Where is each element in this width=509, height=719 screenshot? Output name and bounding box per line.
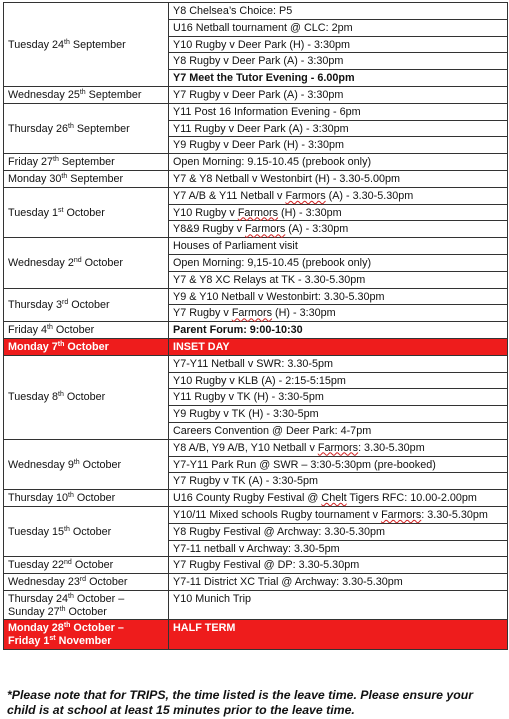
event-cell: Y7-11 District XC Trial @ Archway: 3.30-5.30pm xyxy=(169,574,508,591)
event-cell: Y7-Y11 Netball v SWR: 3.30-5pm xyxy=(169,355,508,372)
spellcheck-flag: Farmors xyxy=(317,441,359,454)
date-ordinal-suffix: st xyxy=(58,206,64,214)
date-month: October – xyxy=(70,622,124,635)
date-ordinal-suffix: th xyxy=(64,525,70,533)
date-ordinal-suffix: th xyxy=(68,122,74,130)
event-cell: Y7 & Y8 XC Relays at TK - 3.30-5.30pm xyxy=(169,271,508,288)
spellcheck-flag: Chelt xyxy=(321,492,347,505)
event-cell: Y11 Post 16 Information Evening - 6pm xyxy=(169,103,508,120)
date-main: Tuesday 22 xyxy=(8,559,65,572)
calendar-row xyxy=(4,590,508,620)
calendar-row xyxy=(4,338,508,355)
date-line xyxy=(8,459,165,472)
date-main: Thursday 26 xyxy=(8,122,69,135)
date-cell xyxy=(4,590,169,620)
date-main: Monday 30 xyxy=(8,172,62,185)
event-cell: Y8 Rugby v Deer Park (A) - 3:30pm xyxy=(169,53,508,70)
event-cell: Y9 & Y10 Netball v Westonbirt: 3.30-5.30pm xyxy=(169,288,508,305)
event-cell: Y7-Y11 Park Run @ SWR – 3:30-5:30pm (pre-booked) xyxy=(169,456,508,473)
events-table xyxy=(3,2,508,650)
event-cell: Y11 Rugby v Deer Park (A) - 3:30pm xyxy=(169,120,508,137)
date-ordinal-suffix: rd xyxy=(62,298,69,306)
spellcheck-flag: Farmors xyxy=(381,508,422,521)
date-main: Thursday 10 xyxy=(8,492,69,505)
date-month: October xyxy=(69,525,112,538)
date-main: Monday 7 xyxy=(8,340,58,353)
date-ordinal-suffix: th xyxy=(63,622,71,630)
date-month: October – xyxy=(73,592,125,605)
date-month: October xyxy=(86,576,128,589)
events-table-body xyxy=(4,3,508,650)
date-main: Thursday 24 xyxy=(8,592,69,605)
date-cell xyxy=(4,574,169,591)
date-month: October xyxy=(81,256,124,269)
date-ordinal-suffix: st xyxy=(49,635,56,643)
event-cell: Y7 Meet the Tutor Evening - 6.00pm xyxy=(169,70,508,87)
date-cell xyxy=(4,439,169,489)
calendar-row xyxy=(4,506,508,523)
event-cell: Y11 Rugby v TK (H) - 3:30-5pm xyxy=(169,389,508,406)
date-ordinal-suffix: th xyxy=(73,458,80,466)
date-line xyxy=(8,257,165,270)
date-cell xyxy=(4,238,169,288)
event-cell: Y10 Rugby v KLB (A) - 2:15-5:15pm xyxy=(169,372,508,389)
date-ordinal-suffix: th xyxy=(79,88,86,96)
event-cell: Y7 A/B & Y11 Netball v Farmors (A) - 3.30-5.30pm xyxy=(169,187,508,204)
event-cell: Y10/11 Mixed schools Rugby tournament v Farmors: 3.30-5.30pm xyxy=(169,506,508,523)
date-line xyxy=(8,299,165,312)
date-ordinal-suffix: rd xyxy=(79,576,87,584)
event-cell: Open Morning: 9.15-10.45 (prebook only) xyxy=(169,154,508,171)
date-line xyxy=(8,391,165,404)
event-cell: Y7-11 netball v Archway: 3.30-5pm xyxy=(169,540,508,557)
event-cell: Y8 Chelsea’s Choice: P5 xyxy=(169,3,508,20)
date-ordinal-suffix: th xyxy=(64,38,70,46)
trip-note-line-1: *Please note that for TRIPS, the time listed is the leave time. Please ensure your xyxy=(7,688,474,702)
calendar-row xyxy=(4,103,508,120)
calendar-row xyxy=(4,288,508,305)
calendar-row xyxy=(4,170,508,187)
date-ordinal-suffix: th xyxy=(61,172,68,180)
date-cell xyxy=(4,506,169,556)
date-line xyxy=(8,173,165,186)
date-line xyxy=(8,606,165,619)
date-ordinal-suffix: th xyxy=(47,324,53,332)
date-main: Friday 4 xyxy=(8,324,48,337)
date-cell xyxy=(4,154,169,171)
date-cell xyxy=(4,86,169,103)
date-cell xyxy=(4,557,169,574)
date-cell xyxy=(4,170,169,187)
date-month: September xyxy=(58,156,115,169)
date-line xyxy=(8,324,165,337)
date-month: September xyxy=(73,122,130,135)
event-cell: Y7 Rugby v Farmors (H) - 3:30pm xyxy=(169,305,508,322)
date-month: October xyxy=(73,492,116,505)
date-cell xyxy=(4,322,169,339)
date-month: October xyxy=(63,391,106,404)
event-cell: U16 Netball tournament @ CLC: 2pm xyxy=(169,19,508,36)
calendar-row xyxy=(4,187,508,204)
event-cell: Y9 Rugby v Deer Park (H) - 3:30pm xyxy=(169,137,508,154)
date-cell xyxy=(4,3,169,87)
date-month: September xyxy=(69,38,126,51)
event-cell: Open Morning: 9,15-10.45 (prebook only) xyxy=(169,254,508,271)
date-line xyxy=(8,156,165,169)
date-ordinal-suffix: th xyxy=(53,156,59,164)
date-line xyxy=(8,559,165,572)
date-main: Tuesday 1 xyxy=(8,206,59,219)
date-line xyxy=(8,207,165,220)
spellcheck-flag: Farmors xyxy=(237,206,279,219)
event-cell: Y10 Rugby v Deer Park (H) - 3:30pm xyxy=(169,36,508,53)
event-cell: Y7 Rugby Festival @ DP: 3.30-5.30pm xyxy=(169,557,508,574)
date-month: October xyxy=(52,324,95,337)
date-ordinal-suffix: nd xyxy=(73,256,82,264)
event-cell: Parent Forum: 9:00-10:30 xyxy=(169,322,508,339)
date-line xyxy=(8,593,165,606)
date-line xyxy=(8,39,165,52)
date-month: September xyxy=(67,172,124,185)
date-main: Monday 28 xyxy=(8,622,64,635)
date-main: Tuesday 15 xyxy=(8,525,65,538)
date-line xyxy=(8,622,165,635)
calendar-row xyxy=(4,355,508,372)
date-month: October xyxy=(64,340,109,353)
date-month: October xyxy=(63,206,105,219)
calendar-row xyxy=(4,238,508,255)
date-cell xyxy=(4,187,169,237)
event-cell: Y7 Rugby v TK (A) - 3:30-5pm xyxy=(169,473,508,490)
trip-time-note xyxy=(7,688,505,718)
calendar-row xyxy=(4,439,508,456)
event-cell: Y10 Munich Trip xyxy=(169,590,508,620)
date-line xyxy=(8,526,165,539)
date-line xyxy=(8,123,165,136)
date-main: Sunday 27 xyxy=(8,605,60,618)
date-month: November xyxy=(55,635,112,648)
date-line xyxy=(8,635,165,648)
spellcheck-flag: Farmors xyxy=(245,223,286,236)
event-cell: Y7 Rugby v Deer Park (A) - 3:30pm xyxy=(169,86,508,103)
date-cell xyxy=(4,490,169,507)
date-cell xyxy=(4,355,169,439)
date-ordinal-suffix: th xyxy=(59,605,66,613)
event-cell: Careers Convention @ Deer Park: 4-7pm xyxy=(169,422,508,439)
date-ordinal-suffix: th xyxy=(58,391,64,399)
date-line xyxy=(8,341,165,354)
date-main: Tuesday 8 xyxy=(8,391,59,404)
date-ordinal-suffix: th xyxy=(68,492,74,500)
events-calendar xyxy=(3,2,505,650)
date-main: Friday 1 xyxy=(8,635,50,648)
event-cell: Y10 Rugby v Farmors (H) - 3:30pm xyxy=(169,204,508,221)
date-main: Friday 27 xyxy=(8,156,54,169)
event-cell: Y8 Rugby Festival @ Archway: 3.30-5.30pm xyxy=(169,523,508,540)
date-line xyxy=(8,89,165,102)
date-main: Thursday 3 xyxy=(8,298,63,311)
date-month: October xyxy=(68,298,110,311)
date-month: September xyxy=(85,88,142,101)
date-main: Tuesday 24 xyxy=(8,38,65,51)
date-month: October xyxy=(71,559,114,572)
date-main: Wednesday 2 xyxy=(8,256,74,269)
date-cell xyxy=(4,338,169,355)
date-line xyxy=(8,492,165,505)
date-main: Wednesday 9 xyxy=(8,458,74,471)
date-cell xyxy=(4,103,169,153)
event-cell: INSET DAY xyxy=(169,338,508,355)
date-ordinal-suffix: nd xyxy=(64,559,72,567)
event-cell: Y9 Rugby v TK (H) - 3:30-5pm xyxy=(169,406,508,423)
event-cell: Y8 A/B, Y9 A/B, Y10 Netball v Farmors: 3.30-5.30pm xyxy=(169,439,508,456)
calendar-row xyxy=(4,3,508,20)
spellcheck-flag: Farmors xyxy=(231,307,273,320)
date-month: October xyxy=(65,605,107,618)
event-cell: U16 County Rugby Festival @ Chelt Tigers RFC: 10.00-2.00pm xyxy=(169,490,508,507)
calendar-row xyxy=(4,557,508,574)
date-month: October xyxy=(79,458,122,471)
event-cell: HALF TERM xyxy=(169,620,508,650)
calendar-row xyxy=(4,490,508,507)
date-ordinal-suffix: th xyxy=(57,340,65,348)
date-main: Wednesday 25 xyxy=(8,88,80,101)
date-cell xyxy=(4,288,169,322)
event-cell: Y8&9 Rugby v Farmors (A) - 3:30pm xyxy=(169,221,508,238)
calendar-row xyxy=(4,620,508,650)
date-cell xyxy=(4,620,169,650)
calendar-row xyxy=(4,322,508,339)
date-main: Wednesday 23 xyxy=(8,576,80,589)
date-ordinal-suffix: th xyxy=(68,592,74,600)
event-cell: Houses of Parliament visit xyxy=(169,238,508,255)
calendar-row xyxy=(4,154,508,171)
date-line xyxy=(8,576,165,589)
calendar-row xyxy=(4,86,508,103)
spellcheck-flag: Farmors xyxy=(285,189,326,202)
trip-note-line-2: child is at school at least 15 minutes prior to the leave time. xyxy=(7,703,355,717)
event-cell: Y7 & Y8 Netball v Westonbirt (H) - 3.30-5.00pm xyxy=(169,170,508,187)
calendar-row xyxy=(4,574,508,591)
